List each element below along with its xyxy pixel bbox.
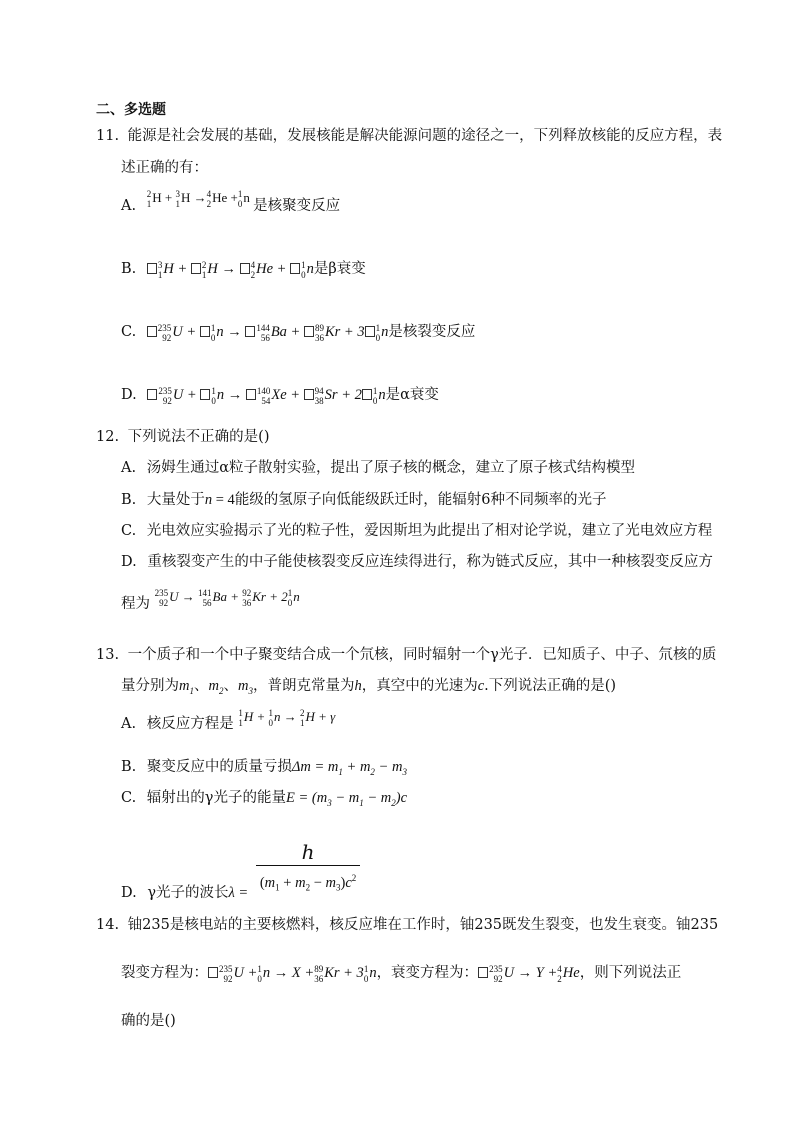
q13-stem-text1: 一个质子和一个中子聚变结合成一个氘核，同时辐射一个γ光子．已知质子、中子、氘核的质 (127, 647, 717, 663)
q11-a-text: 是核聚变反应 (253, 198, 341, 214)
q14-stem-line2 (121, 963, 681, 984)
q12-b-text2: 能级的氢原子向低能级跃迁时，能辐射6种不同频率的光子 (234, 492, 607, 508)
section-title: 二、多选题 (96, 102, 166, 118)
q11-c-text: 是核裂变反应 (388, 324, 476, 340)
q13-a-text: 核反应方程是 (146, 716, 234, 732)
q11-b-text: 是β衰变 (313, 261, 366, 277)
q12-c-text: 光电效应实验揭示了光的粒子性，爱因斯坦为此提出了相对论学说，建立了光电效应方程 (146, 523, 713, 539)
option-label: C. (121, 324, 137, 340)
q12-option-c[interactable] (121, 521, 712, 541)
q11-option-b[interactable] (121, 259, 366, 280)
q12-b-text1: 大量处于 (146, 492, 205, 508)
option-label: D. (121, 554, 137, 570)
q12-option-b[interactable]: B. 大量处于n = 4能级的氢原子向低能级跃迁时，能辐射6种不同频率的光子 (121, 492, 607, 508)
q11-d-equation: 235 92 U + 1 0 n → 140 54 Xe + 94 38 Sr + 2 1 0 n (147, 387, 385, 403)
q14-stem-text2b: ，衰变方程为： (376, 965, 479, 981)
q12-a-text: 汤姆生通过α粒子散射实验，提出了原子核的概念，建立了原子核式结构模型 (146, 460, 635, 476)
q12-stem (96, 427, 270, 447)
q13-b-equation: $\Delta m = m_1 + m_2 - m_3$ (291, 759, 407, 777)
q11-option-c[interactable] (121, 322, 475, 343)
q11-c-equation: 235 92 U + 1 0 n → 144 56 Ba + 89 36 Kr + 3 1 0 n (147, 324, 389, 340)
q14-stem-text2a: 裂变方程为： (121, 965, 208, 981)
q14-decay-equation: 235 92 U → Y + 4 2 He (478, 965, 580, 981)
q12-option-d[interactable] (121, 552, 713, 572)
q13-option-c[interactable] (121, 788, 407, 813)
option-label: D. (121, 885, 137, 902)
option-label: A. (121, 460, 137, 476)
q11-stem-line2: 述正确的有： (121, 160, 208, 176)
q13-c-equation: $E = (m_3 - m_1 - m_2)c$ (285, 790, 408, 808)
q14-stem-text2c: ，则下列说法正 (579, 965, 682, 981)
q12-option-a[interactable] (121, 458, 635, 478)
q13-d-text: γ光子的波长 (147, 885, 229, 902)
q13-stem-text2d: .下列说法正确的是() (484, 678, 617, 694)
option-label: D. (121, 387, 137, 403)
q13-stem-text2a: 量分别为 (121, 678, 179, 694)
q13-stem-line2: 量分别为$m_1$、$m_2$、$m_3$，普朗克常量为h，真空中的光速为c.下列说法正确的是() (121, 678, 617, 696)
q11-d-text: 是α衰变 (385, 387, 439, 403)
q13-stem-text2b: ，普朗克常量为 (252, 678, 355, 694)
q14-number: 14. (96, 917, 120, 933)
option-label: C. (121, 523, 137, 539)
q11-option-a[interactable] (121, 189, 341, 217)
q13-stem-text2c: ，真空中的光速为 (361, 678, 478, 694)
q12-d-text2: 程为 (121, 596, 150, 612)
q13-option-a[interactable] (121, 708, 336, 735)
option-label: A. (121, 198, 137, 214)
option-label: B. (121, 759, 137, 775)
q13-number: 13. (96, 647, 120, 663)
q13-c-text: 辐射出的γ光子的能量 (146, 790, 286, 806)
q12-stem-text: 下列说法不正确的是() (127, 429, 270, 445)
q13-option-d[interactable]: D. γ光子的波长λ = $\frac{h}{(m_1 + m_2 - m_3)c^2}$ (121, 845, 360, 885)
option-label: B. (121, 492, 137, 508)
option-label: A. (121, 716, 137, 732)
q12-d-text: 重核裂变产生的中子能使核裂变反应连续得进行，称为链式反应，其中一种核裂变反应方 (147, 554, 713, 570)
q13-b-text: 聚变反应中的质量亏损 (146, 759, 292, 775)
q11-b-equation: 3 1 H + 2 1 H → 4 2 He + 1 0 n (147, 261, 314, 277)
q14-stem-text1: 铀235是核电站的主要核燃料，核反应堆在工作时，铀235既发生裂变，也发生衰变。铀235 (127, 917, 719, 933)
q13-stem-line1 (96, 645, 716, 665)
q12-b-math: n (204, 492, 213, 508)
q14-fission-equation: 235 92 U + 1 0 n → X + 89 36 Kr + 3 1 0 n (208, 965, 377, 981)
q14-stem-line1 (96, 915, 718, 935)
q12-d-equation: 235 92 U → 141 56 Ba + 92 36 Kr + 2 1 0 n (154, 588, 300, 609)
q13-a-equation: 1 1 H + 1 0 n → 2 1 H + γ (238, 708, 336, 729)
q11-option-d[interactable] (121, 385, 439, 406)
q13-option-b[interactable] (121, 757, 407, 782)
q13-d-fraction: $\frac{h}{(m_1 + m_2 - m_3)c^2}$ (256, 839, 360, 900)
q11-stem: 能源是社会发展的基础，发展核能是解决能源问题的途径之一，下列释放核能的反应方程，表 (127, 128, 723, 144)
q14-stem-line3: 确的是() (121, 1013, 176, 1029)
option-label: C. (121, 790, 137, 806)
option-label: B. (121, 261, 137, 277)
q11-number: 11. (96, 128, 120, 144)
q12-option-d-line2 (121, 588, 300, 615)
q11-stem-line1 (96, 126, 722, 146)
q11-a-equation: 2 1 H + 3 1 H → 4 2 He + 1 0 n (146, 189, 254, 210)
q12-number: 12. (96, 429, 120, 445)
